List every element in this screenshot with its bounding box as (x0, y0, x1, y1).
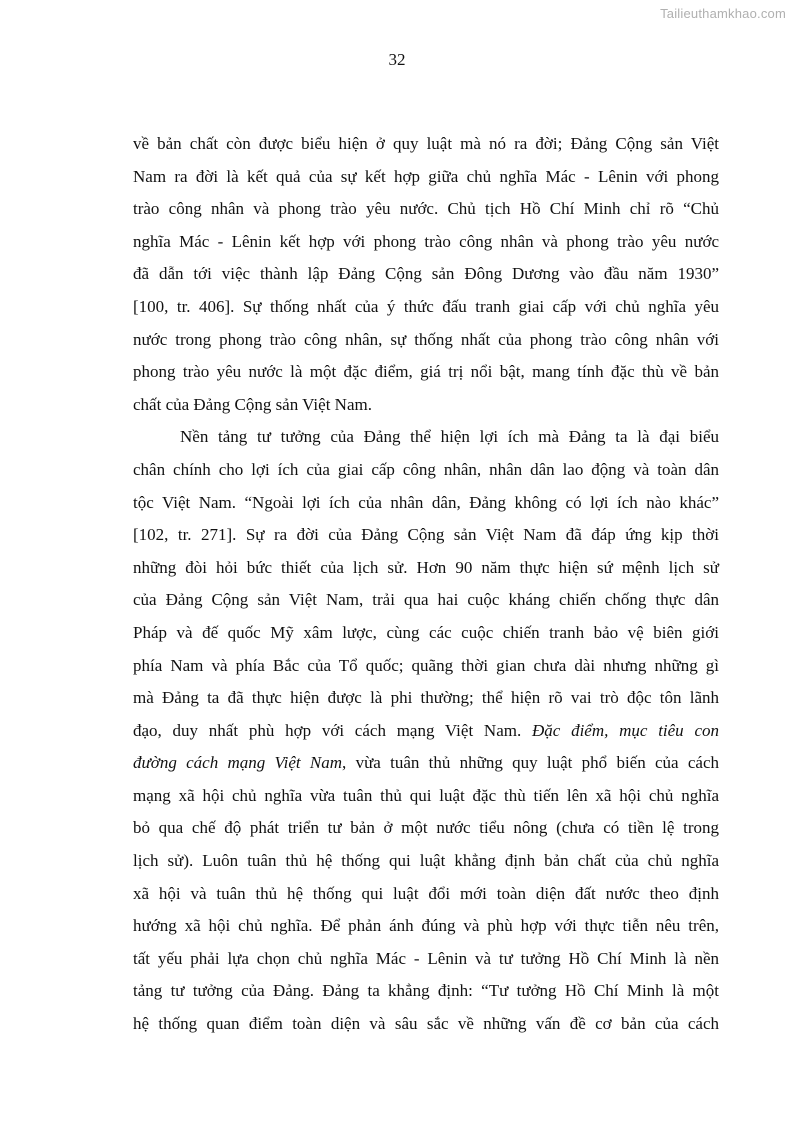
text-line: mạng xã hội chủ nghĩa vừa tuân thủ qui luật đặc thù tiến lên xã hội chủ nghĩa (133, 785, 719, 805)
italic-phrase: Đặc điểm, mục tiêu con (531, 720, 719, 740)
text-line: chân chính cho lợi ích của giai cấp công nhân, nhân dân lao động và toàn dân (133, 459, 719, 479)
text-line: của Đảng Cộng sản Việt Nam, trải qua hai cuộc kháng chiến chống thực dân (133, 590, 719, 610)
text-segment: , vừa tuân thủ những quy luật phổ biến của cách (342, 753, 719, 773)
body-text (133, 128, 719, 1041)
text-line: đã dẫn tới việc thành lập Đảng Cộng sản Đông Dương vào đầu năm 1930” (133, 264, 719, 284)
text-line: Pháp và đế quốc Mỹ xâm lược, cùng các cuộc chiến tranh bảo vệ biên giới (133, 622, 719, 642)
italic-phrase: đường cách mạng Việt Nam (133, 753, 343, 773)
text-line: tộc Việt Nam. “Ngoài lợi ích của nhân dân, Đảng không có lợi ích nào khác” (133, 492, 719, 512)
text-line: [100, tr. 406]. Sự thống nhất của ý thức đấu tranh giai cấp với chủ nghĩa yêu (133, 296, 719, 316)
text-line (133, 715, 719, 748)
text-line: [102, tr. 271]. Sự ra đời của Đảng Cộng sản Việt Nam đã đáp ứng kịp thời (133, 525, 719, 545)
text-line: trào công nhân và phong trào yêu nước. Chủ tịch Hồ Chí Minh chỉ rõ “Chủ (133, 199, 719, 219)
text-line: xã hội và tuân thủ hệ thống qui luật đổi mới toàn diện đất nước theo định (133, 883, 719, 903)
text-line: mà Đảng ta đã thực hiện được là phi thường; thể hiện rõ vai trò độc tôn lãnh (133, 688, 719, 708)
text-line: chất của Đảng Cộng sản Việt Nam. (133, 394, 372, 414)
text-line: tất yếu phải lựa chọn chủ nghĩa Mác - Lênin và tư tưởng Hồ Chí Minh là nền (133, 948, 719, 968)
text-line: những đòi hỏi bức thiết của lịch sử. Hơn 90 năm thực hiện sứ mệnh lịch sử (133, 557, 719, 577)
text-line: hướng xã hội chủ nghĩa. Để phản ánh đúng và phù hợp với thực tiễn nêu trên, (133, 916, 719, 936)
text-line: tảng tư tưởng của Đảng. Đảng ta khẳng định: “Tư tưởng Hồ Chí Minh là một (133, 981, 719, 1001)
text-line (133, 747, 719, 780)
page-number: 32 (388, 50, 406, 69)
text-line: nghĩa Mác - Lênin kết hợp với phong trào công nhân và phong trào yêu nước (133, 231, 719, 251)
text-line: Nam ra đời là kết quả của sự kết hợp giữa chủ nghĩa Mác - Lênin với phong (133, 166, 719, 186)
text-line: nước trong phong trào công nhân, sự thống nhất của phong trào công nhân với (133, 329, 719, 349)
text-line: bỏ qua chế độ phát triển tư bản ở một nước tiểu nông (chưa có tiền lệ trong (133, 818, 719, 838)
text-line: Nền tảng tư tưởng của Đảng thể hiện lợi ích mà Đảng ta là đại biểu (180, 427, 719, 447)
text-line: phong trào yêu nước là một đặc điểm, giá trị nổi bật, mang tính đặc thù về bản (133, 362, 719, 382)
text-line: hệ thống quan điểm toàn diện và sâu sắc về những vấn đề cơ bản của cách (133, 1014, 719, 1034)
text-line: lịch sử). Luôn tuân thủ hệ thống qui luật khẳng định bản chất của chủ nghĩa (133, 851, 719, 871)
text-segment: đạo, duy nhất phù hợp với cách mạng Việt Nam. (133, 720, 522, 740)
text-line: về bản chất còn được biểu hiện ở quy luật mà nó ra đời; Đảng Cộng sản Việt (133, 134, 719, 153)
text-line: phía Nam và phía Bắc của Tổ quốc; quãng thời gian chưa dài nhưng những gì (133, 655, 719, 675)
watermark: Tailieuthamkhao.com (660, 6, 786, 21)
